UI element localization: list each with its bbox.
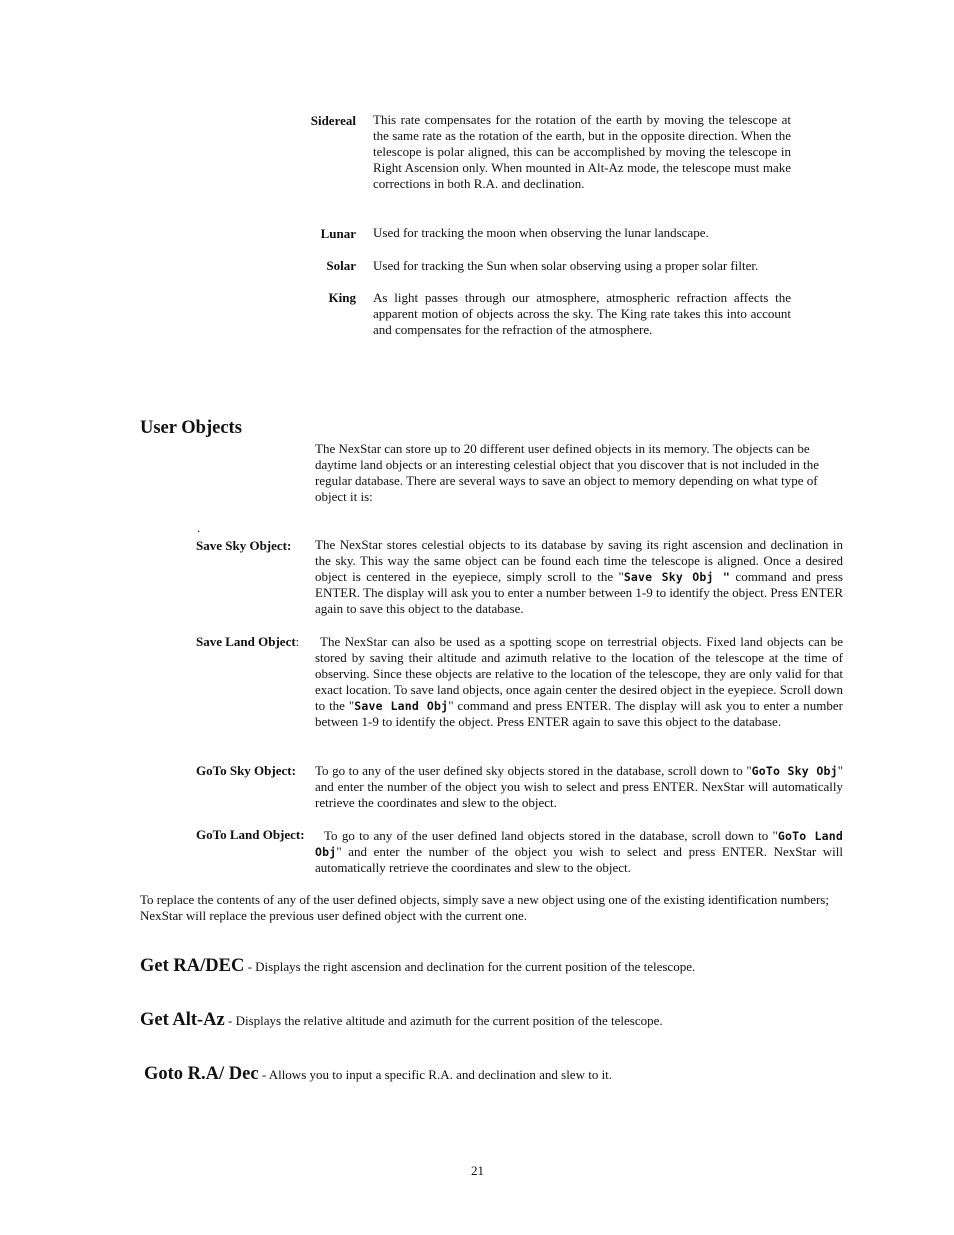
rate-label-lunar: Lunar (320, 226, 356, 241)
command-goto-land-obj: GoTo Land Obj (315, 829, 843, 860)
command-desc-get-alt-az: - Displays the relative altitude and azimuth for the current position of the telescope. (224, 1013, 663, 1028)
label-goto-land-object: GoTo Land Object: (196, 827, 305, 842)
label-save-land-object-wrap (196, 634, 299, 650)
section-heading-user-objects: User Objects (140, 418, 242, 438)
user-objects-intro: The NexStar can store up to 20 different user defined objects in its memory. The objects can be daytime land objects or an interesting celestial object that you discover that is not included in the regular database. There are several ways to save an object to memory depending on what type of object it is: (315, 441, 819, 505)
stray-dot: . (197, 520, 201, 535)
text-save-land-after: " command and press ENTER. The display will ask you to enter a number between 1-9 to identify the object. Press ENTER again to save this object to the database. (315, 698, 843, 730)
command-desc-goto-ra-dec: - Allows you to input a specific R.A. and declination and slew to it. (258, 1067, 613, 1082)
text-goto-land-after: " and enter the number of the object you wish to select and press ENTER. NexStar will automatically retrieve the coordinates and slew to the object. (315, 844, 843, 876)
text-save-land-before: The NexStar can also be used as a spotting scope on terrestrial objects. Fixed land objects can be stored by saving their altitude and azimuth relative to the location of the telescope at the time of observing. Since these objects are relative to the location of the telescope, they are only valid for that exact location. To save land objects, once again center the desired object in the eyepiece. Scroll down to the " (315, 634, 843, 714)
command-save-sky-obj: Save Sky Obj " (623, 570, 731, 585)
command-save-land-obj: Save Land Obj (354, 699, 449, 714)
command-get-alt-az (140, 1010, 900, 1031)
rate-label-solar: Solar (326, 258, 356, 273)
text-save-sky-object (315, 537, 843, 617)
text-goto-sky-object (315, 763, 843, 811)
rate-label-sidereal: Sidereal (310, 113, 356, 128)
text-goto-sky-after: " and enter the number of the object you wish to select and press ENTER. NexStar will automatically retrieve the coordinates and slew to the object. (315, 763, 843, 811)
rate-text-sidereal: This rate compensates for the rotation of the earth by moving the telescope at the same rate as the rotation of the earth, but in the opposite direction. When the telescope is polar aligned, this can be accomplished by moving the telescope in Right Ascension only. When mounted in Alt-Az mode, the telescope must make corrections in both R.A. and declination. (373, 112, 791, 192)
text-save-sky-before: The NexStar stores celestial objects to its database by saving its right ascension and declination in the sky. This way the same object can be found each time the telescope is aligned. Once a desired object is centered in the eyepiece, simply scroll to the " (315, 537, 843, 585)
text-goto-sky-before: To go to any of the user defined sky objects stored in the database, scroll down to " (315, 763, 752, 778)
command-goto-ra-dec (144, 1064, 904, 1085)
text-goto-land-before: To go to any of the user defined land objects stored in the database, scroll down to " (324, 828, 778, 843)
command-title-get-alt-az: Get Alt-Az (140, 1010, 225, 1030)
text-save-sky-after: command and press ENTER. The display will ask you to enter a number between 1-9 to identify the object. Press ENTER again to save this object to the database. (315, 569, 843, 617)
text-save-land-object (315, 634, 843, 731)
command-get-ra-dec (140, 956, 900, 977)
label-save-land-object: Save Land Object (196, 634, 296, 649)
text-goto-land-object (315, 828, 843, 876)
command-desc-get-ra-dec: - Displays the right ascension and declination for the current position of the telescope. (244, 959, 696, 974)
label-save-sky-object: Save Sky Object: (196, 538, 292, 553)
command-title-goto-ra-dec: Goto R.A/ Dec (144, 1064, 259, 1084)
command-goto-sky-obj: GoTo Sky Obj (751, 764, 838, 778)
rate-label-king: King (328, 290, 356, 305)
rate-text-lunar: Used for tracking the moon when observing the lunar landscape. (373, 225, 709, 240)
command-title-get-ra-dec: Get RA/DEC (140, 956, 245, 976)
label-goto-sky-object: GoTo Sky Object: (196, 763, 296, 778)
replace-note: To replace the contents of any of the user defined objects, simply save a new object using one of the existing identification numbers; NexStar will replace the previous user defined object with the current one. (140, 892, 829, 924)
label-save-land-colon: : (295, 634, 300, 649)
page-number: 21 (471, 1163, 484, 1178)
rate-text-solar: Used for tracking the Sun when solar observing using a proper solar filter. (373, 258, 759, 273)
rate-text-king: As light passes through our atmosphere, atmospheric refraction affects the apparent motion of objects across the sky. The King rate takes this into account and compensates for the refraction of the atmosphere. (373, 290, 791, 338)
